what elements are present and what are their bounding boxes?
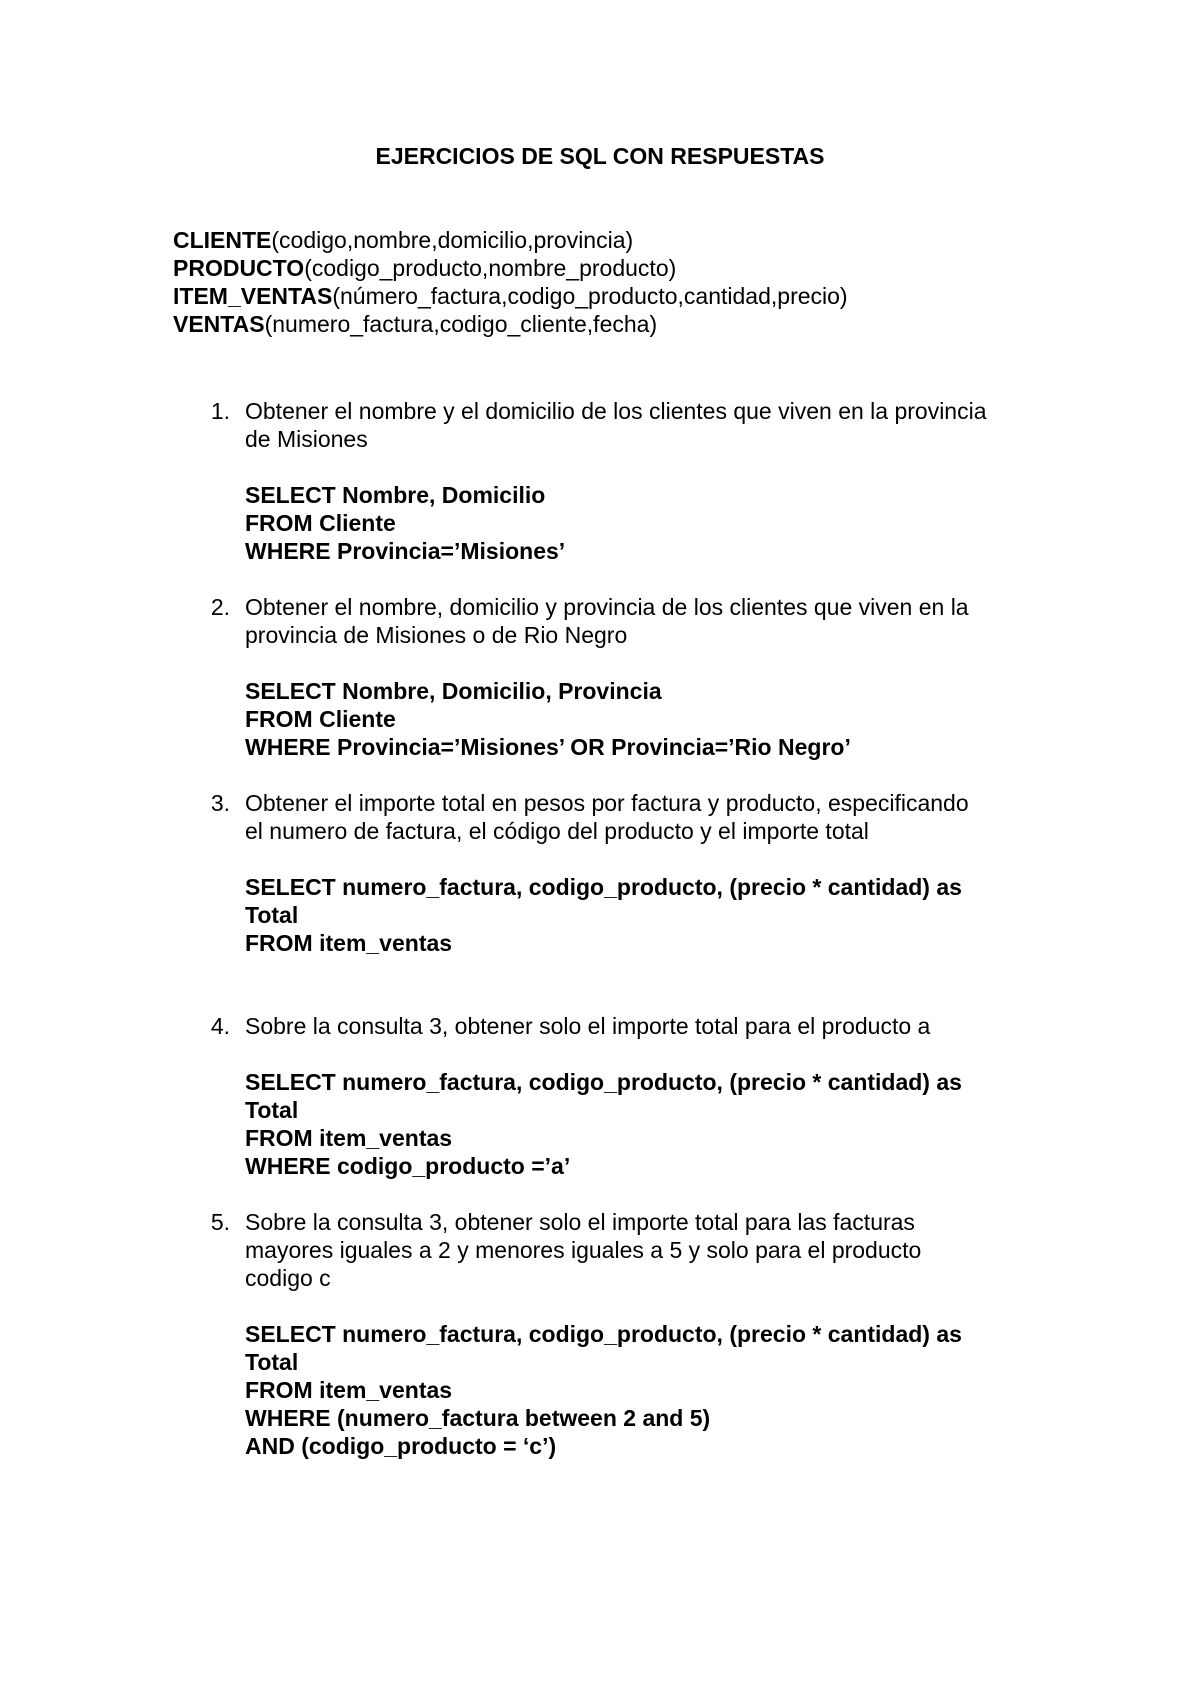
sql-line: SELECT numero_factura, codigo_producto, (precio * cantidad) as [245, 874, 962, 900]
table-name: VENTAS [173, 311, 265, 337]
table-fields: (codigo_producto,nombre_producto) [304, 255, 677, 281]
sql-line: Total [245, 902, 299, 928]
table-fields: (numero_factura,codigo_cliente,fecha) [264, 311, 658, 337]
question-line: el numero de factura, el código del producto y el importe total [245, 818, 869, 844]
exercise-number: 3. [210, 790, 230, 816]
sql-line: WHERE codigo_producto =’a’ [245, 1153, 571, 1179]
sql-answer [245, 481, 1065, 565]
table-name: PRODUCTO [173, 255, 305, 281]
sql-answer [245, 1068, 1065, 1180]
exercise-number: 4. [210, 1013, 230, 1039]
sql-line: FROM item_ventas [245, 1377, 453, 1403]
question-line: mayores iguales a 2 y menores iguales a 5 y solo para el producto [245, 1237, 922, 1263]
question-text [245, 397, 1065, 453]
exercise-number: 1. [210, 398, 230, 424]
sql-line: SELECT numero_factura, codigo_producto, (precio * cantidad) as [245, 1069, 962, 1095]
sql-line: SELECT numero_factura, codigo_producto, (precio * cantidad) as [245, 1321, 962, 1347]
sql-line: WHERE Provincia=’Misiones’ [245, 538, 566, 564]
schema-list [173, 226, 848, 338]
sql-line: SELECT Nombre, Domicilio [245, 482, 546, 508]
question-line: de Misiones [245, 426, 368, 452]
sql-line: WHERE (numero_factura between 2 and 5) [245, 1405, 711, 1431]
sql-answer [245, 677, 1065, 761]
question-line: Sobre la consulta 3, obtener solo el importe total para el producto a [245, 1013, 931, 1039]
question-text [245, 789, 1065, 845]
question-line: Obtener el nombre y el domicilio de los clientes que viven en la provincia [245, 398, 987, 424]
sql-line: FROM item_ventas [245, 930, 453, 956]
sql-answer [245, 1320, 1065, 1460]
question-line: codigo c [245, 1265, 331, 1291]
question-line: Obtener el nombre, domicilio y provincia de los clientes que viven en la [245, 594, 969, 620]
exercise-number: 5. [210, 1209, 230, 1235]
question-text [245, 1208, 1065, 1292]
question-text [245, 593, 1065, 649]
schema-row [173, 310, 848, 338]
question-line: provincia de Misiones o de Rio Negro [245, 622, 628, 648]
table-name: ITEM_VENTAS [173, 283, 333, 309]
sql-line: WHERE Provincia=’Misiones’ OR Provincia=’Rio Negro’ [245, 734, 851, 760]
document-title: EJERCICIOS DE SQL CON RESPUESTAS [375, 143, 825, 169]
schema-row [173, 254, 848, 282]
question-line: Obtener el importe total en pesos por factura y producto, especificando [245, 790, 969, 816]
question-text [245, 1012, 1065, 1040]
exercise-number: 2. [210, 594, 230, 620]
sql-line: FROM Cliente [245, 510, 396, 536]
sql-answer [245, 873, 1065, 957]
question-line: Sobre la consulta 3, obtener solo el importe total para las facturas [245, 1209, 915, 1235]
sql-line: FROM item_ventas [245, 1125, 453, 1151]
schema-row [173, 282, 848, 310]
sql-line: Total [245, 1349, 299, 1375]
sql-line: AND (codigo_producto = ‘c’) [245, 1433, 557, 1459]
sql-line: SELECT Nombre, Domicilio, Provincia [245, 678, 662, 704]
sql-line: FROM Cliente [245, 706, 396, 732]
schema-row [173, 226, 848, 254]
table-fields: (número_factura,codigo_producto,cantidad,precio) [332, 283, 848, 309]
table-fields: (codigo,nombre,domicilio,provincia) [271, 227, 634, 253]
sql-line: Total [245, 1097, 299, 1123]
table-name: CLIENTE [173, 227, 272, 253]
